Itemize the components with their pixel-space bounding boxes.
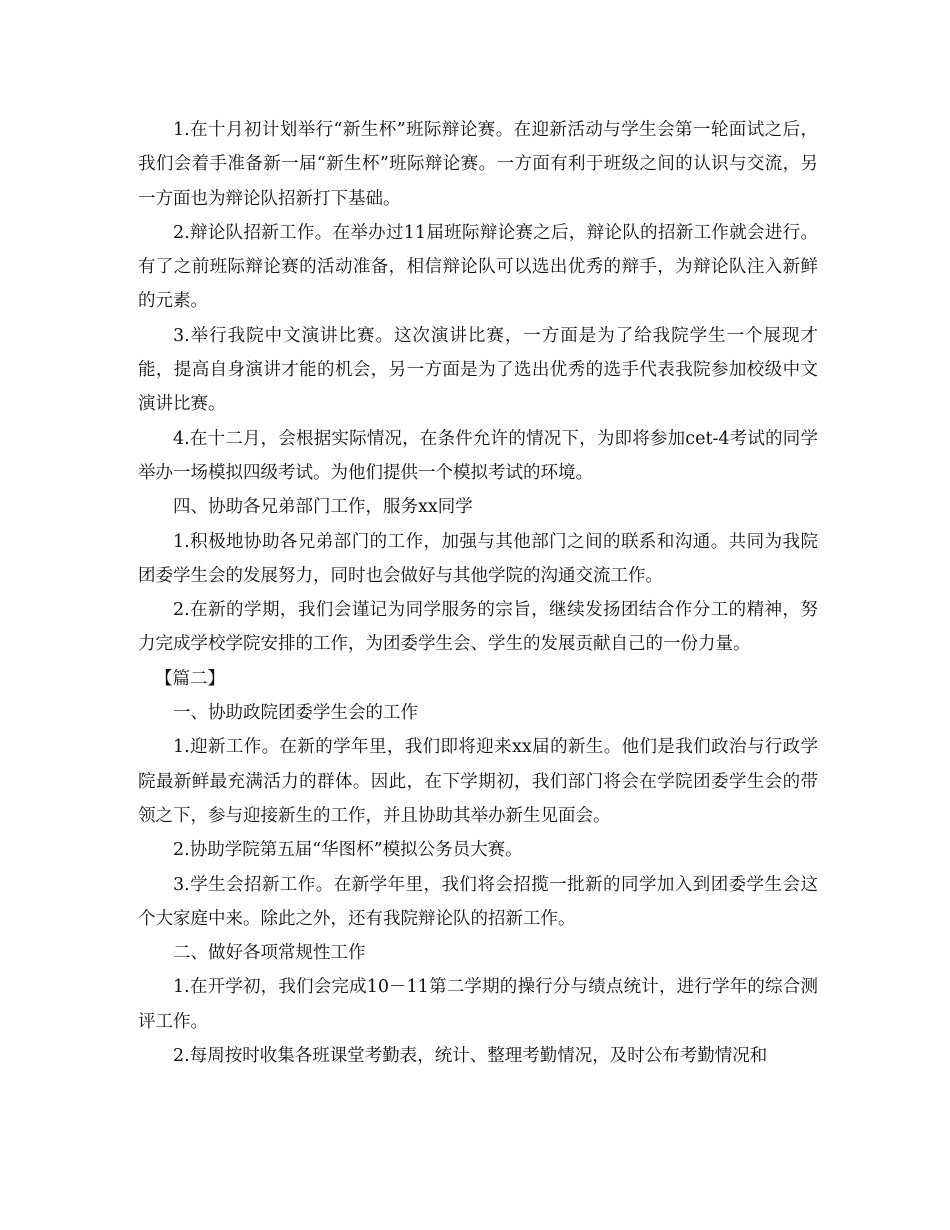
document-body	[138, 113, 818, 1073]
section-heading-one: 一、协助政院团委学生会的工作	[173, 703, 418, 724]
paragraph-item-8: 2.协助学院第五届“华图杯”模拟公务员大赛。	[173, 840, 523, 861]
paragraph-item-4: 4.在十二月，会根据实际情况，在条件允许的情况下，为即将参加cet-4考试的同学举办一场模拟四级考试。为他们提供一个模拟考试的环境。	[138, 428, 818, 483]
paragraph-item-9: 3.学生会招新工作。在新学年里，我们将会招揽一批新的同学加入到团委学生会这个大家庭中来。除此之外，还有我院辩论队的招新工作。	[138, 874, 818, 929]
part-heading: 【篇二】	[155, 668, 225, 689]
paragraph-item-1: 1.在十月初计划举行“新生杯”班际辩论赛。在迎新活动与学生会第一轮面试之后，我们会着手准备新一届“新生杯”班际辩论赛。一方面有利于班级之间的认识与交流，另一方面也为辩论队招新打下基础。	[138, 120, 818, 209]
paragraph-item-6: 2.在新的学期，我们会谨记为同学服务的宗旨，继续发扬团结合作分工的精神，努力完成学校学院安排的工作，为团委学生会、学生的发展贡献自己的一份力量。	[138, 600, 818, 655]
paragraph-item-5: 1.积极地协助各兄弟部门的工作，加强与其他部门之间的联系和沟通。共同为我院团委学生会的发展努力，同时也会做好与其他学院的沟通交流工作。	[138, 531, 818, 586]
paragraph-item-11: 2.每周按时收集各班课堂考勤表，统计、整理考勤情况，及时公布考勤情况和	[173, 1046, 768, 1067]
section-heading-two: 二、做好各项常规性工作	[173, 943, 366, 964]
paragraph-item-7: 1.迎新工作。在新的学年里，我们即将迎来xx届的新生。他们是我们政治与行政学院最新鲜最充满活力的群体。因此，在下学期初，我们部门将会在学院团委学生会的带领之下，参与迎接新生的工作，并且协助其举办新生见面会。	[138, 737, 818, 826]
paragraph-item-3: 3.举行我院中文演讲比赛。这次演讲比赛，一方面是为了给我院学生一个展现才能，提高自身演讲才能的机会，另一方面是为了选出优秀的选手代表我院参加校级中文演讲比赛。	[138, 325, 818, 415]
paragraph-item-2: 2.辩论队招新工作。在举办过11届班际辩论赛之后，辩论队的招新工作就会进行。有了之前班际辩论赛的活动准备，相信辩论队可以选出优秀的辩手，为辩论队注入新鲜的元素。	[138, 222, 818, 312]
paragraph-item-10: 1.在开学初，我们会完成10－11第二学期的操行分与绩点统计，进行学年的综合测评工作。	[138, 977, 818, 1032]
section-heading-four: 四、协助各兄弟部门工作，服务xx同学	[173, 497, 473, 518]
